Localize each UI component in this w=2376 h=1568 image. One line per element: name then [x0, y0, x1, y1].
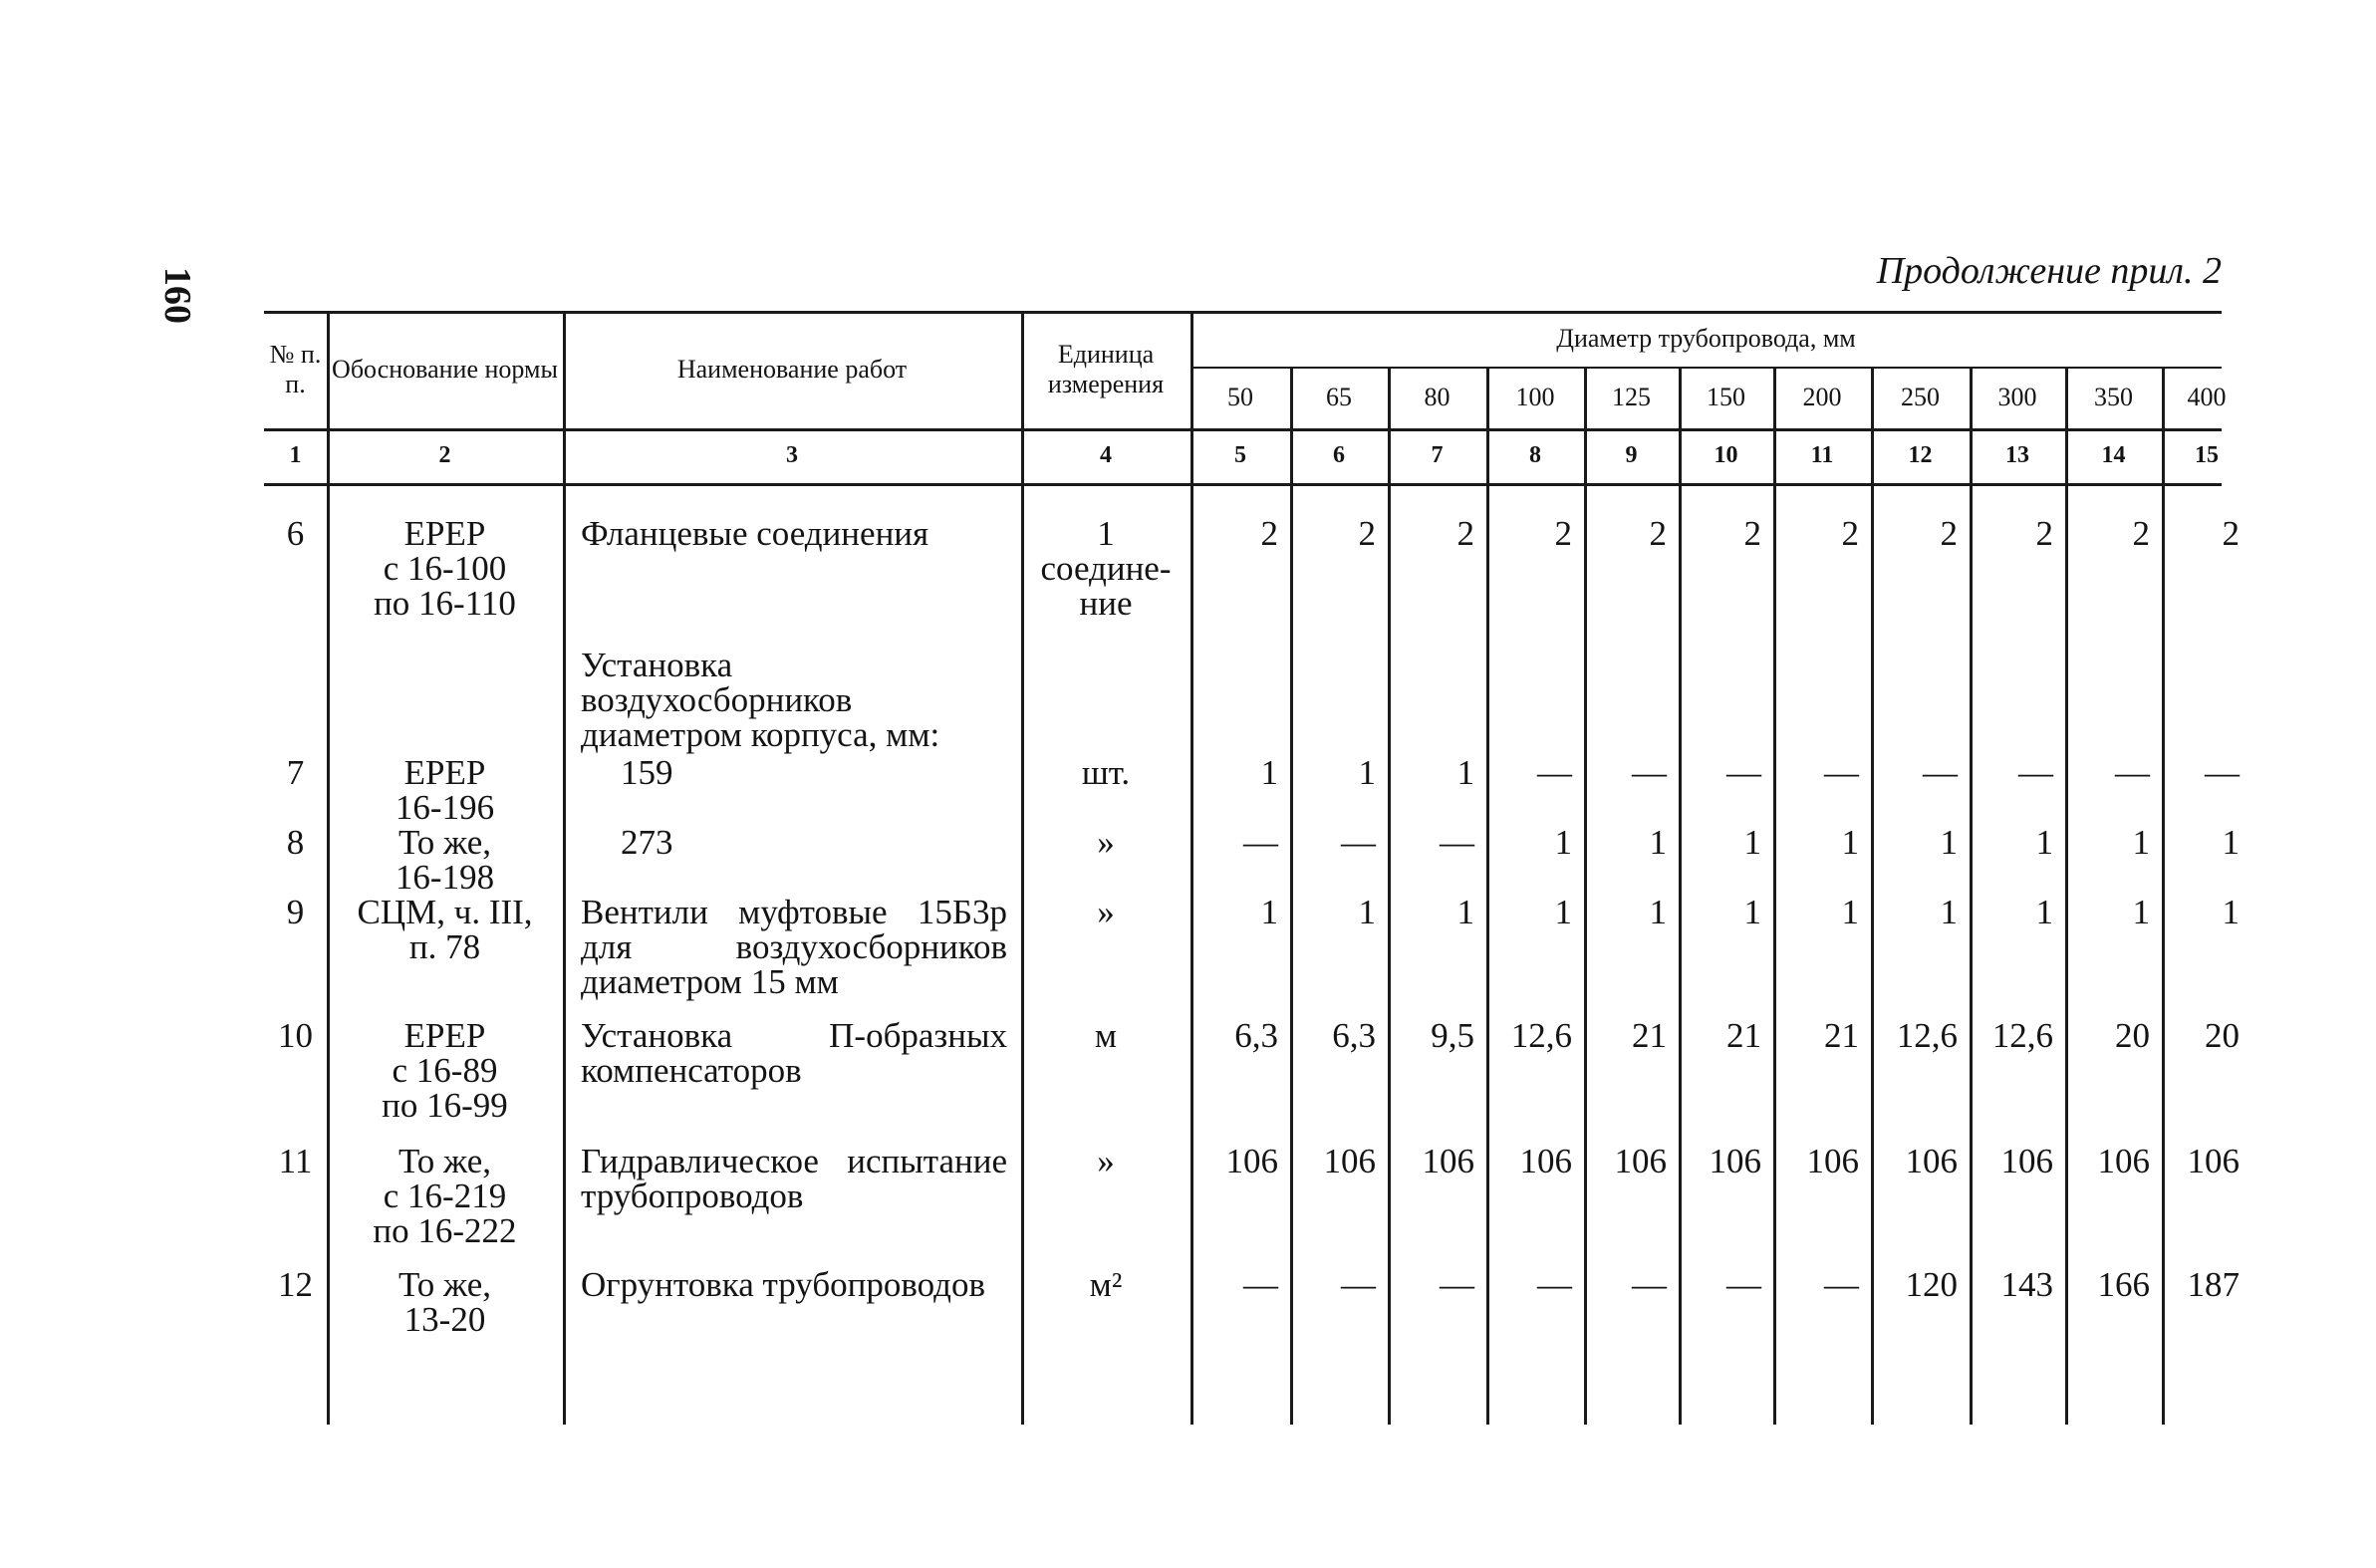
column-number: 6 [1333, 441, 1345, 468]
row-value: 2 [1358, 514, 1376, 553]
row-value: — [1632, 1265, 1667, 1304]
header-diameter-value: 50 [1227, 383, 1253, 412]
column-number: 7 [1431, 441, 1444, 468]
row-value: — [1632, 753, 1667, 792]
row-unit: м² [1089, 1265, 1123, 1304]
row-value: 12,6 [1991, 1016, 2053, 1055]
row-value: 2 [1554, 514, 1572, 553]
row-basis: То же, 16-198 [395, 823, 495, 897]
row-value: 1 [1649, 823, 1667, 862]
header-diameter-value: 100 [1515, 383, 1555, 412]
row-value: 2 [1841, 514, 1859, 553]
row-value: 20 [2205, 1016, 2240, 1055]
column-number: 5 [1234, 441, 1246, 468]
row-unit: » [1097, 893, 1115, 931]
row-value: 21 [1726, 1016, 1761, 1055]
row-number: 9 [286, 893, 305, 931]
row-value: 106 [2187, 1142, 2240, 1180]
row-value: 2 [1649, 514, 1667, 553]
row-work-name: 159 [621, 753, 673, 792]
row-value: 1 [2035, 893, 2053, 931]
header-diameter: Диаметр трубопровода, мм [1556, 324, 1856, 354]
row-value: 106 [1614, 1142, 1667, 1180]
row-value: 1 [1554, 893, 1572, 931]
row-value: 1 [1358, 893, 1376, 931]
row-value: — [1341, 1265, 1376, 1304]
row-value: 187 [2187, 1265, 2240, 1304]
row-value: — [1537, 753, 1572, 792]
row-value: 1 [1260, 893, 1278, 931]
row-value: 9,5 [1431, 1016, 1474, 1055]
column-number: 15 [2195, 441, 2219, 468]
column-number: 3 [786, 441, 798, 468]
row-value: 1 [2222, 823, 2240, 862]
row-value: 12,6 [1510, 1016, 1572, 1055]
row-value: 106 [1709, 1142, 1761, 1180]
row-work-name: Вентили муфтовые 15Б3р для воздухосборников диаметром 15 мм [581, 893, 1007, 1001]
row-basis: То же, с 16-219 по 16-222 [373, 1142, 517, 1250]
row-work-name: Установка воздухосборников диаметром корпуса, мм: [581, 646, 940, 754]
row-work-name: Огрунтовка трубопроводов [581, 1265, 985, 1304]
row-value: 20 [2115, 1016, 2150, 1055]
column-number: 13 [2005, 441, 2029, 468]
row-value: 1 [1940, 823, 1958, 862]
row-value: 1 [1358, 753, 1376, 792]
row-value: 1 [1841, 893, 1859, 931]
column-number: 9 [1625, 441, 1638, 468]
page-number: 160 [156, 267, 198, 324]
row-value: 21 [1632, 1016, 1667, 1055]
row-work-name: Гидравлическое испытание трубопроводов [581, 1142, 1007, 1215]
column-number: 2 [438, 441, 451, 468]
column-number: 14 [2101, 441, 2126, 468]
row-value: 1 [1260, 753, 1278, 792]
continuation-heading: Продолжение прил. 2 [1876, 250, 2222, 292]
row-value: 106 [1905, 1142, 1958, 1180]
column-number: 8 [1529, 441, 1541, 468]
row-value: 1 [2222, 893, 2240, 931]
row-value: 106 [1323, 1142, 1376, 1180]
header-diameter-value: 65 [1326, 383, 1352, 412]
row-basis: ЕРЕР 16-196 [395, 753, 495, 827]
row-work-name: Фланцевые соединения [581, 514, 929, 553]
row-value: 2 [2035, 514, 2053, 553]
row-value: — [1440, 823, 1474, 862]
row-number: 8 [286, 823, 305, 862]
header-diameter-value: 200 [1802, 383, 1842, 412]
row-value: 106 [1806, 1142, 1859, 1180]
row-value: — [1923, 753, 1958, 792]
header-diameter-value: 80 [1424, 383, 1451, 412]
row-value: 120 [1905, 1265, 1958, 1304]
row-value: 2 [2222, 514, 2240, 553]
row-value: 1 [2132, 823, 2150, 862]
row-value: — [1440, 1265, 1474, 1304]
row-value: 106 [1225, 1142, 1278, 1180]
row-value: 2 [1940, 514, 1958, 553]
row-value: 2 [1743, 514, 1761, 553]
row-value: — [1824, 1265, 1859, 1304]
row-basis: ЕРЕР с 16-100 по 16-110 [374, 514, 516, 623]
row-value: — [2018, 753, 2053, 792]
column-number: 11 [1810, 441, 1834, 468]
row-value: 106 [1422, 1142, 1474, 1180]
row-value: — [1824, 753, 1859, 792]
row-value: 1 [2132, 893, 2150, 931]
table-rule [264, 483, 2222, 486]
row-value: 1 [1940, 893, 1958, 931]
row-value: 106 [2097, 1142, 2150, 1180]
row-value: 1 [1456, 893, 1474, 931]
header-diameter-value: 400 [2187, 383, 2227, 412]
row-value: — [1341, 823, 1376, 862]
row-value: 106 [2000, 1142, 2053, 1180]
row-value: 166 [2097, 1265, 2150, 1304]
row-number: 10 [278, 1016, 313, 1055]
row-basis: СЦМ, ч. III, п. 78 [357, 893, 533, 966]
row-value: 1 [1456, 753, 1474, 792]
row-unit: 1 соедине- ние [1040, 514, 1172, 623]
row-number: 11 [278, 1142, 313, 1180]
row-number: 12 [278, 1265, 313, 1304]
header-diameter-value: 250 [1901, 383, 1940, 412]
row-value: 6,3 [1234, 1016, 1278, 1055]
row-value: — [1726, 753, 1761, 792]
row-value: 2 [1456, 514, 1474, 553]
row-value: — [1243, 823, 1278, 862]
row-value: 1 [2035, 823, 2053, 862]
header-diameter-value: 350 [2094, 383, 2133, 412]
row-unit: » [1097, 823, 1115, 862]
row-value: 1 [1841, 823, 1859, 862]
row-work-name: 273 [621, 823, 673, 862]
row-unit: » [1097, 1142, 1115, 1180]
row-value: 12,6 [1896, 1016, 1958, 1055]
column-number: 10 [1714, 441, 1738, 468]
row-work-name: Установка П-образных компенсаторов [581, 1016, 1007, 1090]
column-number: 1 [289, 441, 302, 468]
row-value: — [1726, 1265, 1761, 1304]
row-value: 2 [1260, 514, 1278, 553]
row-value: 143 [2000, 1265, 2053, 1304]
row-value: 6,3 [1332, 1016, 1376, 1055]
row-number: 7 [286, 753, 305, 792]
row-unit: м [1094, 1016, 1118, 1055]
row-value: 1 [1743, 893, 1761, 931]
row-unit: шт. [1081, 753, 1131, 792]
row-value: 106 [1519, 1142, 1572, 1180]
row-value: — [1243, 1265, 1278, 1304]
header-unit: Единица измерения [1047, 340, 1165, 398]
row-value: 1 [1743, 823, 1761, 862]
header-basis: Обоснование нормы [332, 355, 558, 385]
row-number: 6 [286, 514, 305, 553]
row-basis: То же, 13-20 [397, 1265, 491, 1339]
row-value: — [2115, 753, 2150, 792]
row-value: 1 [1554, 823, 1572, 862]
header-diameter-value: 150 [1707, 383, 1745, 412]
column-number: 12 [1908, 441, 1933, 468]
header-work: Наименование работ [676, 355, 908, 385]
row-basis: ЕРЕР с 16-89 по 16-99 [382, 1016, 508, 1125]
row-value: — [2205, 753, 2240, 792]
header-diameter-value: 300 [1997, 383, 2037, 412]
row-value: — [1537, 1265, 1572, 1304]
row-value: 21 [1824, 1016, 1859, 1055]
row-value: 1 [1649, 893, 1667, 931]
header-num: № п. п. [269, 340, 322, 398]
row-value: 2 [2132, 514, 2150, 553]
column-number: 4 [1100, 441, 1112, 468]
header-diameter-value: 125 [1612, 383, 1651, 412]
